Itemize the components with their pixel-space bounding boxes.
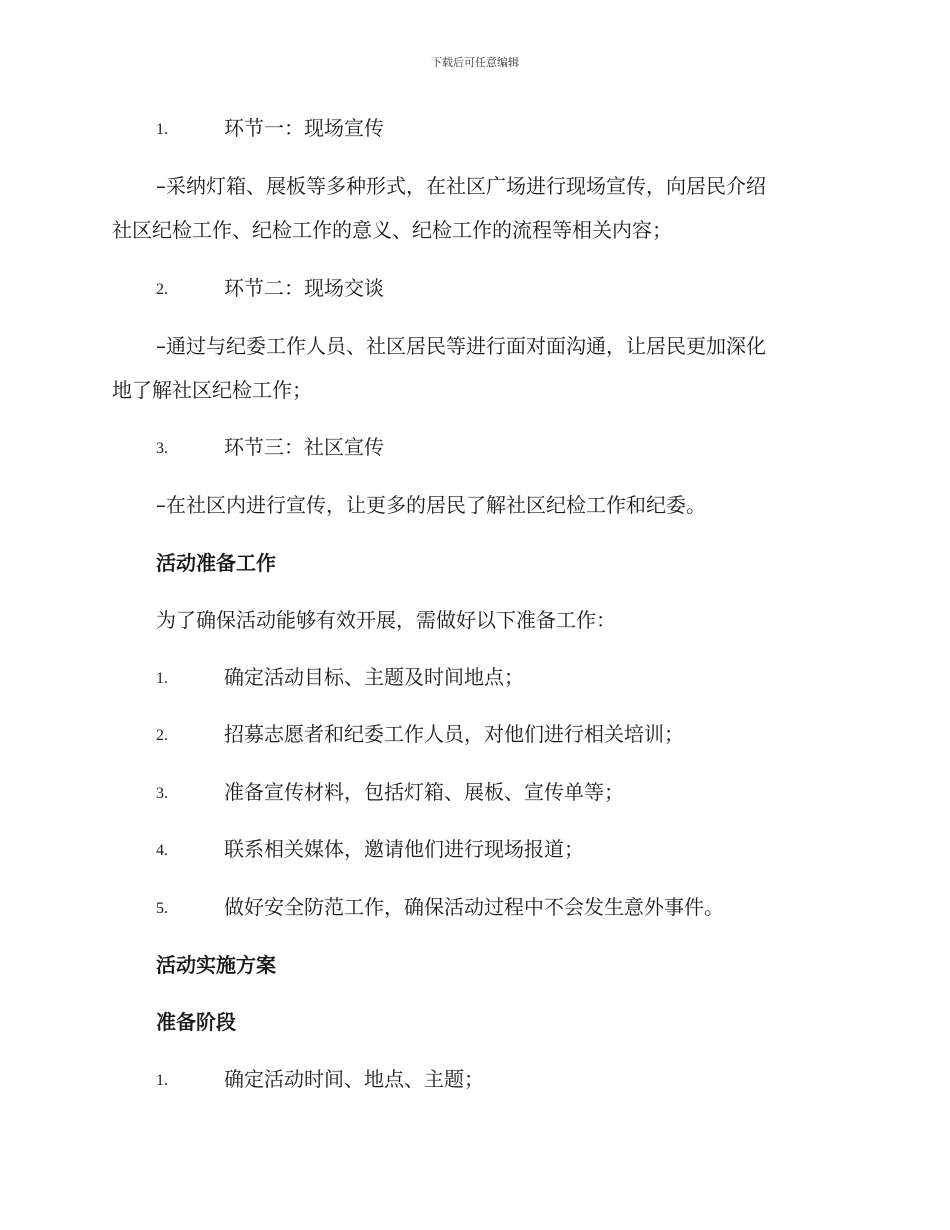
prep-item-number: 3. (156, 785, 168, 802)
step1-title: 环节一：现场宣传 (224, 116, 384, 140)
step2-desc-line1: –通过与纪委工作人员、社区居民等进行面对面沟通，让居民更加深化 (156, 334, 766, 358)
prep-item: 确定活动目标、主题及时间地点； (224, 665, 524, 689)
prep-item-number: 5. (156, 900, 168, 917)
header-note: 下载后可任意编辑 (431, 56, 519, 69)
prep-item: 做好安全防范工作，确保活动过程中不会发生意外事件。 (224, 895, 724, 919)
step2-number: 2. (156, 281, 168, 298)
prep-item: 准备宣传材料，包括灯箱、展板、宣传单等； (224, 780, 624, 804)
step2-title: 环节二：现场交谈 (224, 276, 384, 300)
step1-desc-line1: –采纳灯箱、展板等多种形式，在社区广场进行现场宣传，向居民介绍 (156, 174, 766, 198)
prep-item: 招募志愿者和纪委工作人员，对他们进行相关培训； (224, 722, 684, 746)
prep-item: 联系相关媒体，邀请他们进行现场报道； (224, 837, 584, 861)
prep-item-number: 1. (156, 670, 168, 687)
step3-title: 环节三：社区宣传 (224, 435, 384, 459)
stage-heading: 准备阶段 (156, 1010, 236, 1034)
step2-desc-line2: 地了解社区纪检工作； (112, 378, 312, 402)
prep-heading: 活动准备工作 (156, 551, 276, 575)
plan-heading: 活动实施方案 (156, 953, 276, 977)
plan-item-number: 1. (156, 1072, 168, 1089)
prep-intro: 为了确保活动能够有效开展，需做好以下准备工作： (156, 608, 616, 632)
plan-item: 确定活动时间、地点、主题； (224, 1067, 484, 1091)
step1-desc-line2: 社区纪检工作、纪检工作的意义、纪检工作的流程等相关内容； (112, 218, 672, 242)
prep-item-number: 4. (156, 842, 168, 859)
step3-number: 3. (156, 440, 168, 457)
step1-number: 1. (156, 121, 168, 138)
prep-item-number: 2. (156, 727, 168, 744)
step3-desc: –在社区内进行宣传，让更多的居民了解社区纪检工作和纪委。 (156, 493, 706, 517)
